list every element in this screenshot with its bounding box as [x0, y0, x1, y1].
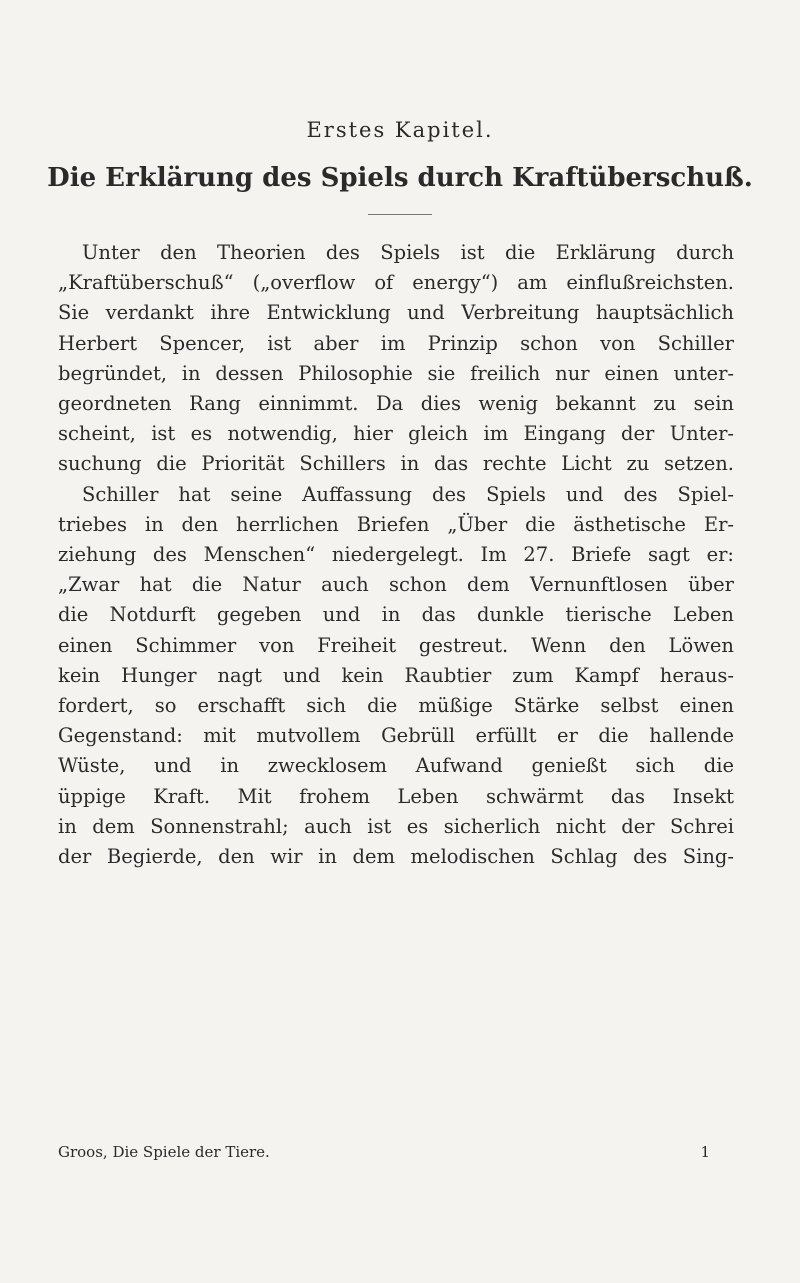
footer-signature: Groos, Die Spiele der Tiere. — [58, 1143, 270, 1161]
text-line: fordert, so erschafft sich die müßige Stärke selbst einen — [58, 694, 734, 718]
text-line: Herbert Spencer, ist aber im Prinzip schon von Schiller — [58, 331, 734, 355]
title-divider — [368, 214, 432, 215]
text-line: „Kraftüberschuß“ („overflow of energy“) am einflußreichsten. — [58, 271, 734, 295]
text-line: einen Schimmer von Freiheit gestreut. Wenn den Löwen — [58, 633, 734, 657]
text-line: suchung die Priorität Schillers in das rechte Licht zu setzen. — [58, 452, 734, 476]
page-footer — [58, 1143, 710, 1161]
text-line: geordneten Rang einnimmt. Da dies wenig bekannt zu sein — [58, 392, 734, 416]
text-line: Sie verdankt ihre Entwicklung und Verbreitung hauptsächlich — [58, 301, 734, 325]
text-line: ziehung des Menschen“ niedergelegt. Im 27. Briefe sagt er: — [58, 543, 734, 567]
text-line: Gegenstand: mit mutvollem Gebrüll erfüllt er die hallende — [58, 724, 734, 748]
text-line: kein Hunger nagt und kein Raubtier zum Kampf heraus- — [58, 663, 734, 687]
text-line: Schiller hat seine Auffassung des Spiels und des Spiel- — [82, 482, 734, 506]
text-line: begründet, in dessen Philosophie sie freilich nur einen unter- — [58, 361, 734, 385]
text-line: in dem Sonnenstrahl; auch ist es sicherlich nicht der Schrei — [58, 814, 734, 838]
text-line: Unter den Theorien des Spiels ist die Erklärung durch — [82, 241, 734, 264]
text-line: triebes in den herrlichen Briefen „Über die ästhetische Er- — [58, 512, 734, 536]
text-line: üppige Kraft. Mit frohem Leben schwärmt das Insekt — [58, 784, 734, 808]
body-text — [58, 238, 734, 872]
sheet-number: 1 — [700, 1143, 710, 1161]
text-line: scheint, ist es notwendig, hier gleich im Eingang der Unter- — [58, 422, 734, 446]
chapter-heading: Erstes Kapitel. — [306, 118, 494, 142]
text-line: „Zwar hat die Natur auch schon dem Vernunftlosen über — [58, 573, 734, 597]
text-line: der Begierde, den wir in dem melodischen Schlag des Sing- — [58, 845, 734, 869]
text-line: die Notdurft gegeben und in das dunkle tierische Leben — [58, 603, 734, 627]
chapter-title: Die Erklärung des Spiels durch Kraftüberschuß. — [47, 163, 753, 193]
text-line: Wüste, und in zwecklosem Aufwand genießt sich die — [58, 754, 734, 778]
